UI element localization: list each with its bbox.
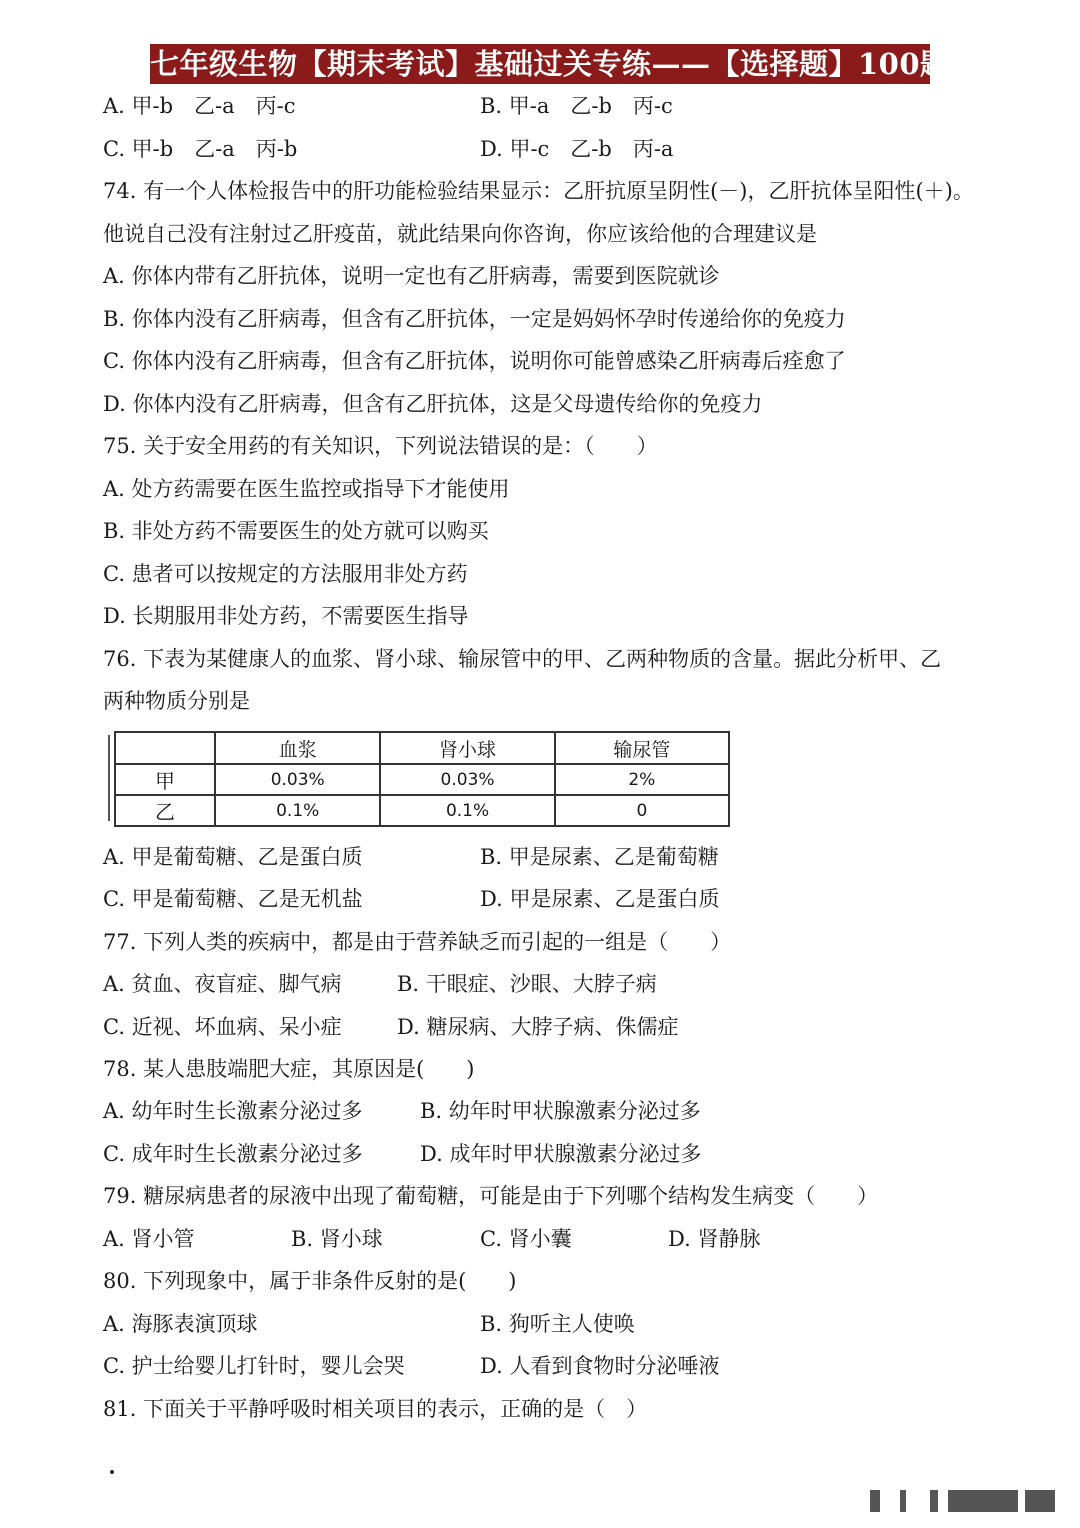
q74-option-a: A. 你体内带有乙肝抗体，说明一定也有乙肝病毒，需要到医院就诊 xyxy=(103,264,720,288)
q80-option-b: B. 狗听主人使唤 xyxy=(480,1312,635,1336)
table-header-cell: 输尿管 xyxy=(555,732,729,764)
watermark-mark xyxy=(900,1490,906,1512)
q75-option-b: B. 非处方药不需要医生的处方就可以购买 xyxy=(103,519,489,543)
q80-option-a: A. 海豚表演顶球 xyxy=(103,1312,258,1336)
q81-stem: 81. 下面关于平静呼吸时相关项目的表示，正确的是（ ） xyxy=(103,1397,648,1421)
q77-option-a: A. 贫血、夜盲症、脚气病 xyxy=(103,972,342,996)
q77-option-d: D. 糖尿病、大脖子病、侏儒症 xyxy=(397,1015,679,1039)
q73-option-d: D. 甲-c 乙-b 丙-a xyxy=(480,137,674,161)
q80-stem: 80. 下列现象中，属于非条件反射的是( ) xyxy=(103,1269,517,1293)
q79-option-a: A. 肾小管 xyxy=(103,1227,195,1251)
q74-stem-line1: 74. 有一个人体检报告中的肝功能检验结果显示：乙肝抗原呈阴性(－)，乙肝抗体呈阳性(＋)。 xyxy=(103,179,974,203)
q74-stem-line2: 他说自己没有注射过乙肝疫苗，就此结果向你咨询，你应该给他的合理建议是 xyxy=(103,222,817,246)
watermark-mark xyxy=(1025,1490,1055,1512)
q78-option-a: A. 幼年时生长激素分泌过多 xyxy=(103,1099,363,1123)
q75-stem: 75. 关于安全用药的有关知识，下列说法错误的是：（ ） xyxy=(103,434,658,458)
q79-option-b: B. 肾小球 xyxy=(291,1227,383,1251)
table-cell: 0.1% xyxy=(215,795,380,826)
q76-stem-line2: 两种物质分别是 xyxy=(103,689,250,713)
q73-option-c: C. 甲-b 乙-a 丙-b xyxy=(103,137,298,161)
q78-option-d: D. 成年时甲状腺激素分泌过多 xyxy=(420,1142,702,1166)
q78-option-b: B. 幼年时甲状腺激素分泌过多 xyxy=(420,1099,701,1123)
q74-option-b: B. 你体内没有乙肝病毒，但含有乙肝抗体，一定是妈妈怀孕时传递给你的免疫力 xyxy=(103,307,846,331)
watermark-mark xyxy=(948,1490,1018,1512)
table-row-label: 乙 xyxy=(115,795,215,826)
q75-option-a: A. 处方药需要在医生监控或指导下才能使用 xyxy=(103,477,510,501)
q78-stem: 78. 某人患肢端肥大症，其原因是( ) xyxy=(103,1057,475,1081)
table-cell: 0.03% xyxy=(380,764,554,795)
table-cell: 0 xyxy=(555,795,729,826)
table-header-cell xyxy=(115,732,215,764)
q79-option-c: C. 肾小囊 xyxy=(480,1227,572,1251)
q78-option-c: C. 成年时生长激素分泌过多 xyxy=(103,1142,363,1166)
q76-option-d: D. 甲是尿素、乙是蛋白质 xyxy=(480,887,720,911)
q74-option-d: D. 你体内没有乙肝病毒，但含有乙肝抗体，这是父母遗传给你的免疫力 xyxy=(103,392,763,416)
watermark-mark xyxy=(930,1490,938,1512)
q77-option-c: C. 近视、坏血病、呆小症 xyxy=(103,1015,342,1039)
table-row xyxy=(115,764,729,795)
table-header-cell: 肾小球 xyxy=(380,732,554,764)
q73-option-b: B. 甲-a 乙-b 丙-c xyxy=(480,94,673,118)
q80-option-d: D. 人看到食物时分泌唾液 xyxy=(480,1354,720,1378)
table-cell: 0.03% xyxy=(215,764,380,795)
table-cell: 2% xyxy=(555,764,729,795)
document-title-banner: 七年级生物【期末考试】基础过关专练——【选择题】100题 xyxy=(150,44,930,84)
q79-option-d: D. 肾静脉 xyxy=(668,1227,761,1251)
stray-dot xyxy=(110,1470,114,1474)
q76-stem-line1: 76. 下表为某健康人的血浆、肾小球、输尿管中的甲、乙两种物质的含量。据此分析甲、乙 xyxy=(103,647,942,671)
table-header-row xyxy=(115,732,729,764)
q75-option-d: D. 长期服用非处方药，不需要医生指导 xyxy=(103,604,469,628)
table-row xyxy=(115,795,729,826)
q76-option-a: A. 甲是葡萄糖、乙是蛋白质 xyxy=(103,845,363,869)
table-row-label: 甲 xyxy=(115,764,215,795)
table-cell: 0.1% xyxy=(380,795,554,826)
substance-content-table xyxy=(114,731,730,827)
q77-stem: 77. 下列人类的疾病中，都是由于营养缺乏而引起的一组是（ ） xyxy=(103,930,732,954)
table-left-border xyxy=(108,735,110,821)
q74-option-c: C. 你体内没有乙肝病毒，但含有乙肝抗体，说明你可能曾感染乙肝病毒后痊愈了 xyxy=(103,349,846,373)
q76-option-c: C. 甲是葡萄糖、乙是无机盐 xyxy=(103,887,363,911)
q77-option-b: B. 干眼症、沙眼、大脖子病 xyxy=(397,972,657,996)
q80-option-c: C. 护士给婴儿打针时，婴儿会哭 xyxy=(103,1354,405,1378)
q73-option-a: A. 甲-b 乙-a 丙-c xyxy=(103,94,296,118)
q76-option-b: B. 甲是尿素、乙是葡萄糖 xyxy=(480,845,719,869)
watermark-mark xyxy=(870,1490,880,1512)
q79-stem: 79. 糖尿病患者的尿液中出现了葡萄糖，可能是由于下列哪个结构发生病变（ ） xyxy=(103,1184,879,1208)
table-header-cell: 血浆 xyxy=(215,732,380,764)
q75-option-c: C. 患者可以按规定的方法服用非处方药 xyxy=(103,562,468,586)
